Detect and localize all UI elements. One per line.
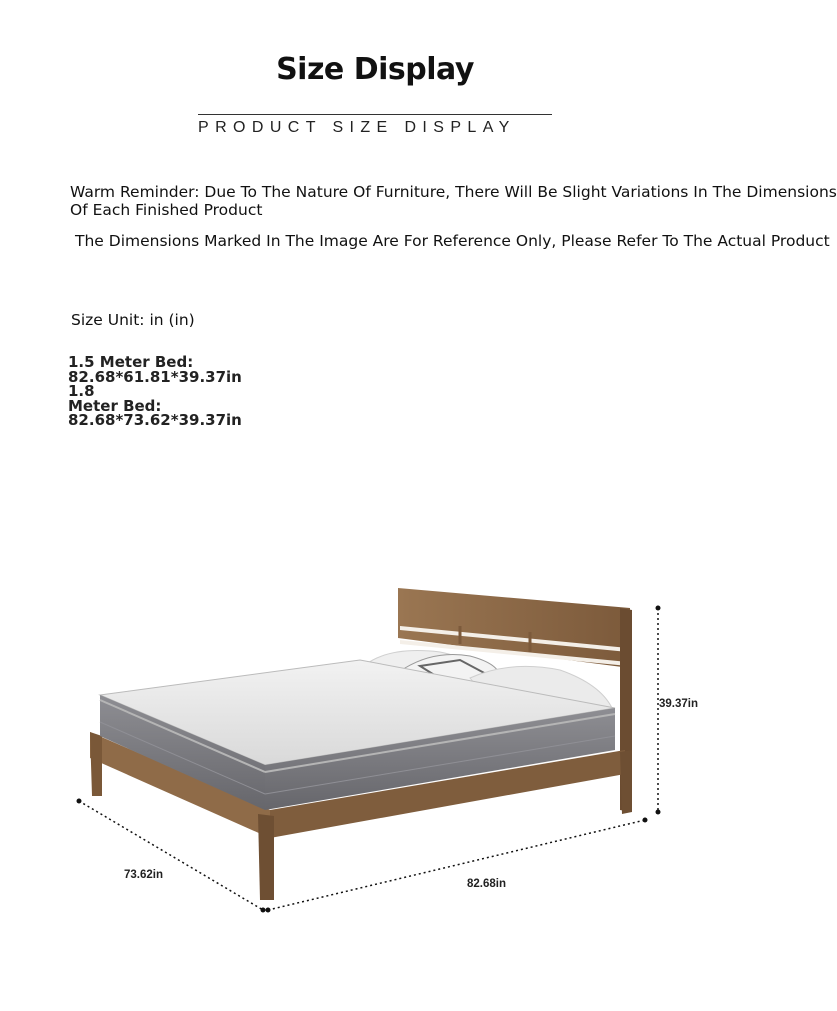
length-label: 82.68in bbox=[467, 878, 506, 890]
size-line-1: 1.5 Meter Bed: bbox=[68, 353, 194, 371]
page-title: Size Display bbox=[276, 52, 474, 87]
bed-sizes bbox=[68, 355, 268, 428]
reference-note: The Dimensions Marked In The Image Are For Reference Only, Please Refer To The Actual Product bbox=[75, 232, 830, 250]
bed-illustration bbox=[60, 560, 740, 940]
size-line-2: 82.68*61.81*39.37in 1.8 bbox=[68, 367, 242, 400]
size-line-3: Meter Bed: bbox=[68, 396, 162, 415]
reminder-line-1: Warm Reminder: Due To The Nature Of Furniture, There Will Be Slight Variations In The Dimensions bbox=[70, 183, 837, 201]
title-divider bbox=[198, 114, 552, 115]
width-label: 73.62in bbox=[124, 869, 163, 881]
warm-reminder bbox=[70, 183, 837, 219]
height-label: 39.37in bbox=[659, 698, 698, 710]
page-subtitle: PRODUCT SIZE DISPLAY bbox=[198, 119, 516, 136]
reminder-line-2: Of Each Finished Product bbox=[70, 201, 263, 219]
size-line-4: 82.68*73.62*39.37in bbox=[68, 411, 242, 429]
size-unit: Size Unit: in (in) bbox=[71, 311, 195, 329]
